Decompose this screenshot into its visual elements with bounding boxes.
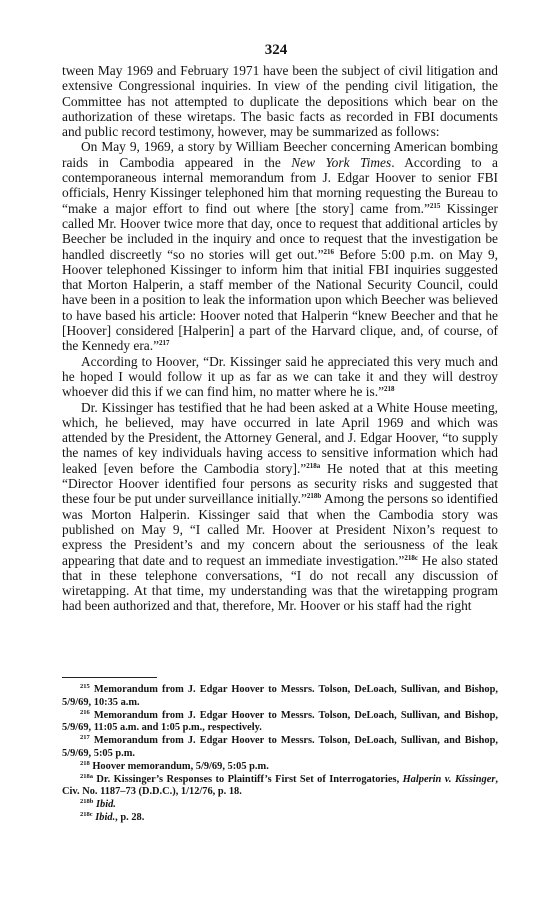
text-run: He also stated that in these telephone conversations, “I do not recall any discussion of wiretapping. At that time, my understanding was that the wiretapping program had been authorized and that, therefore, Mr. Hoover or his staff had the right [62, 552, 498, 614]
text-run: On May 9, 1969, a story by William Beecher concerning American bombing raids in Cambodia appeared in the [62, 139, 498, 170]
footnote-reference: 218 [384, 385, 395, 394]
footnote [62, 684, 498, 710]
footnote [62, 735, 498, 761]
footnote-reference: 218c [404, 553, 418, 562]
text-run: Among the persons so identified was Morton Halperin. Kissinger said that when the Cambodia story was published on May 9, “I called Mr. Hoover at President Nixon’s request to express the President’s and my concern about the seriousness of the leak appearing that date and to request an immediate investigation.” [62, 491, 498, 568]
text-run: tween May 1969 and February 1971 have been the subject of civil litigation and extensive Congressional inquiries. In view of the pending civil litigation, the Committee has not attempted to duplicate the depositions which bear on the authorization of these wiretaps. The basic facts as recorded in FBI documents and public record testimony, however, may be summarized as follows: [62, 63, 498, 140]
italic-text: New York Times [291, 154, 392, 170]
footnote-reference: 218a [80, 772, 93, 780]
footnote-reference: 217 [159, 339, 170, 348]
footnote-reference: 216 [323, 247, 335, 256]
paragraph [62, 354, 498, 400]
footnote-reference: 218b [80, 798, 94, 806]
footnote-reference: 218b [306, 492, 322, 501]
italic-text: Ibid. [95, 799, 116, 811]
footnote [62, 774, 498, 800]
text-run: Dr. Kissinger has testified that he had been asked at a White House meeting, which, he believed, may have occurred in late April 1969 and which was attended by the President, the Attorney General, and J. Edgar Hoover, “to supply the names of key individuals having access to sensitive information which had leaked [even before the Cambodia story].” [62, 399, 498, 476]
text-run: , p. 28. [115, 811, 145, 823]
page-number: 324 [264, 42, 288, 58]
paragraph [62, 63, 498, 139]
body-text [62, 63, 498, 614]
text-run: He noted that at this meeting “Director Hoover identified four persons as security risks and suggested that these four be put under surveillance initially.” [62, 460, 498, 507]
footnote-reference: 218c [80, 810, 93, 818]
text-run: Kissinger called Mr. Hoover twice more that day, once to request that additional articles by Beecher be included in the inquiry and once to request that the investigation be handled discreetly “so no stories will get out.” [62, 200, 498, 262]
italic-text: Ibid. [95, 811, 116, 823]
footnote-reference: 218a [306, 461, 321, 470]
italic-text: Halperin v. Kissinger [402, 773, 496, 785]
footnote-reference: 217 [80, 734, 90, 742]
paragraph [62, 139, 498, 353]
paragraph [62, 400, 498, 614]
footnote [62, 799, 498, 812]
footnote-divider [62, 677, 157, 678]
text-run: Hoover memorandum, 5/9/69, 5:05 p.m. [89, 760, 269, 772]
text-run: Memorandum from J. Edgar Hoover to Messrs. Tolson, DeLoach, Sullivan, and Bishop, 5/9/69, 10:35 a.m. [62, 684, 498, 708]
footnote [62, 710, 498, 736]
text-run: According to Hoover, “Dr. Kissinger said he appreciated this very much and he hoped I would follow it up as far as we can take it and they will destroy whoever did this if we can find him, no matter where he is.” [62, 353, 498, 400]
footnote [62, 761, 498, 774]
footnote-reference: 218 [80, 759, 90, 767]
text-run: Before 5:00 p.m. on May 9, Hoover telephoned Kissinger to inform him that initial FBI inquiries suggested that Morton Halperin, a staff member of the National Security Council, could have been in a position to leak the information upon which Beecher was believed to have based his article: Hoover noted that Halperin “knew Beecher and that he [Hoover] considered [Halperin] a part of the Harvard clique, and, of course, of the Kennedy era.” [62, 246, 499, 354]
footnote-reference: 215 [429, 201, 441, 210]
text-run: Dr. Kissinger’s Responses to Plaintiff’s First Set of Interrogatories, [93, 773, 403, 785]
footnote [62, 812, 498, 825]
text-run: . According to a contemporaneous internal memorandum from J. Edgar Hoover to senior FBI officials, Henry Kissinger telephoned him that morning requesting the Bureau to “make a major effort to find out where [the story] came from.” [62, 154, 498, 216]
text-run: , Civ. No. 1187–73 (D.D.C.), 1/12/76, p. 18. [62, 773, 498, 798]
footnote-reference: 215 [80, 683, 90, 690]
footnote-reference: 216 [80, 708, 90, 716]
footnotes-section [62, 684, 498, 825]
text-run: Memorandum from J. Edgar Hoover to Messrs. Tolson, DeLoach, Sullivan, and Bishop, 5/9/69, 11:05 a.m. and 1:05 p.m., respectively. [62, 709, 498, 734]
text-run: Memorandum from J. Edgar Hoover to Messrs. Tolson, DeLoach, Sullivan, and Bishop, 5/9/69, 5:05 p.m. [62, 735, 498, 759]
